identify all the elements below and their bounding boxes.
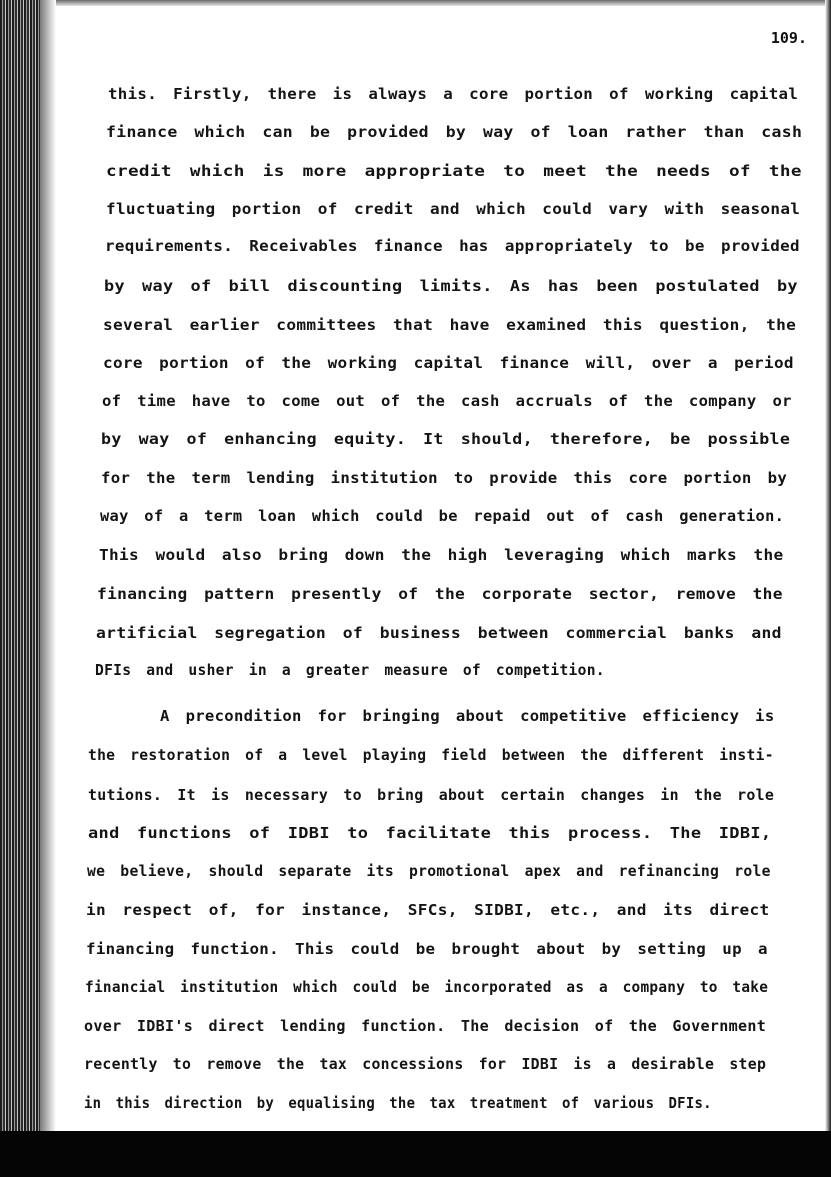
text-line: A precondition for bringing about competitive efficiency is — [160, 707, 775, 725]
text-line: DFIs and usher in a greater measure of competition. — [95, 661, 605, 679]
right-page-edge — [825, 0, 831, 1177]
text-line: financial institution which could be incorporated as a company to take — [85, 978, 769, 996]
bottom-dark-edge — [0, 1131, 831, 1177]
text-line: tutions. It is necessary to bring about certain changes in the role — [88, 786, 775, 804]
text-line: fluctuating portion of credit and which could vary with seasonal — [106, 200, 801, 218]
text-line: credit which is more appropriate to meet the needs of the — [106, 162, 802, 180]
text-line: core portion of the working capital finance will, over a period — [103, 354, 794, 372]
text-line: financing pattern presently of the corporate sector, remove the — [97, 585, 783, 603]
binding-shadow — [40, 0, 56, 1177]
text-line: by way of bill discounting limits. As has been postulated by — [104, 277, 798, 295]
text-line: of time have to come out of the cash accruals of the company or — [102, 392, 792, 410]
text-line: This would also bring down the high leveraging which marks the — [99, 546, 784, 564]
text-line: finance which can be provided by way of loan rather than cash — [106, 123, 803, 141]
text-line: requirements. Receivables finance has appropriately to be provided — [105, 237, 800, 255]
text-line: artificial segregation of business between commercial banks and — [96, 624, 782, 642]
text-line: and functions of IDBI to facilitate this process. The IDBI, — [88, 824, 772, 842]
text-line: several earlier committees that have examined this question, the — [103, 316, 797, 334]
text-line: in respect of, for instance, SFCs, SIDBI, etc., and its direct — [86, 901, 770, 919]
page-number: 109. — [770, 29, 807, 47]
text-line: in this direction by equalising the tax treatment of various DFIs. — [84, 1094, 712, 1112]
text-line: financing function. This could be brought about by setting up a — [86, 940, 768, 958]
top-page-edge — [0, 0, 831, 6]
text-line: the restoration of a level playing field between the different insti- — [88, 746, 774, 764]
text-line: over IDBI's direct lending function. The decision of the Government — [84, 1017, 767, 1035]
text-line: we believe, should separate its promotional apex and refinancing role — [87, 862, 771, 880]
text-line: by way of enhancing equity. It should, therefore, be possible — [101, 430, 791, 448]
text-line: recently to remove the tax concessions for IDBI is a desirable step — [84, 1055, 767, 1073]
text-line: for the term lending institution to provide this core portion by — [101, 469, 788, 487]
text-line: this. Firstly, there is always a core portion of working capital — [108, 85, 799, 103]
text-line: way of a term loan which could be repaid out of cash generation. — [100, 507, 785, 525]
